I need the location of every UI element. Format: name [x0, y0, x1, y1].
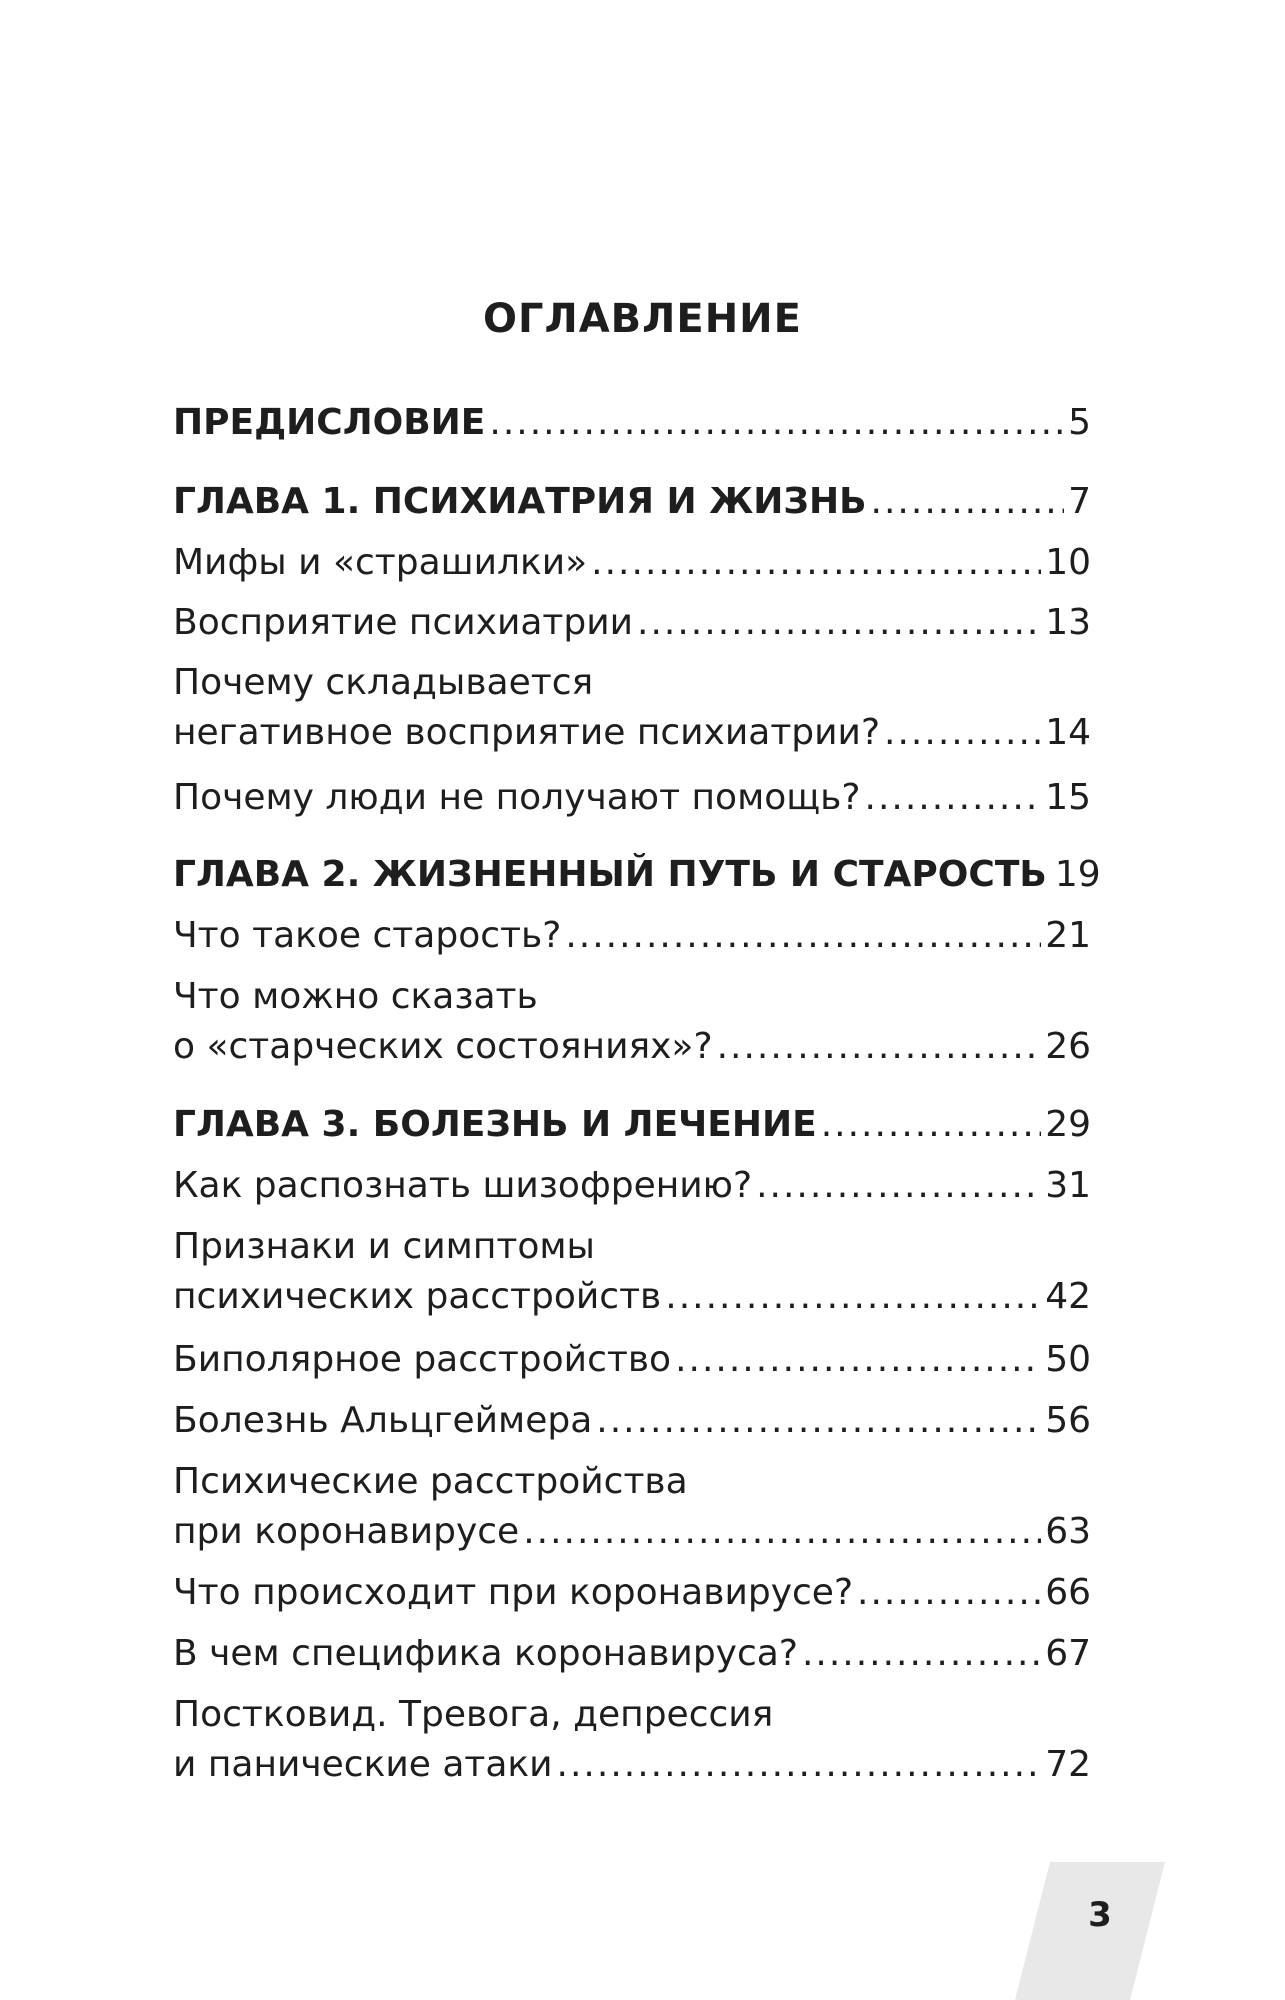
toc-entry-title: негативное восприятие психиатрии? [173, 712, 881, 753]
toc-entry-line-wrap [173, 658, 1091, 708]
toc-entry-line [173, 1022, 1091, 1072]
toc-entry [173, 1457, 1091, 1557]
toc-entry-title: Биполярное расстройство [173, 1339, 672, 1380]
page-number-tab [1015, 1862, 1285, 2000]
toc-entry-title: Что происходит при коронавирусе? [173, 1572, 854, 1613]
toc-leader-dots [523, 1507, 1041, 1557]
toc-entry-title: В чем специфика коронавируса? [173, 1633, 798, 1674]
toc-page-number: 14 [1045, 712, 1091, 753]
toc-entry-title: Восприятие психиатрии [173, 602, 634, 643]
toc-chapter-entry [173, 398, 1091, 448]
toc-entry-line-wrap [173, 1222, 1091, 1272]
toc-leader-dots [821, 1100, 1041, 1150]
toc-page-number: 26 [1045, 1026, 1091, 1067]
toc-entry-line [173, 1507, 1091, 1557]
toc-leader-dots [802, 1629, 1041, 1679]
toc-leader-dots [871, 477, 1065, 527]
toc-entry-title: Почему люди не получают помощь? [173, 777, 861, 818]
toc-leader-dots [489, 398, 1064, 448]
toc-leader-dots [557, 1740, 1042, 1790]
toc-entry [173, 1396, 1091, 1446]
toc-entry-title: и панические атаки [173, 1744, 553, 1785]
toc-entry [173, 1222, 1091, 1322]
toc-page-number: 56 [1045, 1400, 1091, 1441]
toc-page-number: 42 [1045, 1276, 1091, 1317]
toc-entry-line-wrap [173, 1457, 1091, 1507]
toc-entry-line [173, 708, 1091, 758]
toc-entry-line [173, 1568, 1091, 1618]
toc-entry-title: Психические расстройства [173, 1461, 688, 1502]
toc-leader-dots [756, 1161, 1041, 1211]
toc-title: ОГЛАВЛЕНИЕ [483, 296, 802, 342]
toc-entry-line [173, 1272, 1091, 1322]
toc-leader-dots [596, 1396, 1041, 1446]
toc-entry [173, 773, 1091, 823]
toc-page-number: 29 [1045, 1104, 1091, 1145]
toc-entry [173, 911, 1091, 961]
toc-entry-line [173, 1161, 1091, 1211]
toc-leader-dots [591, 538, 1041, 588]
toc-entry-title: Почему складывается [173, 662, 594, 703]
toc-leader-dots [865, 773, 1042, 823]
toc-page-number: 10 [1045, 542, 1091, 583]
toc-page-number: 7 [1068, 481, 1091, 522]
toc-page-number: 21 [1045, 915, 1091, 956]
toc-page-number: 5 [1068, 402, 1091, 443]
toc-entry-line [173, 1335, 1091, 1385]
toc-entry-title: Мифы и «страшилки» [173, 542, 588, 583]
toc-entry-title: Как распознать шизофрению? [173, 1165, 753, 1206]
toc-entry [173, 658, 1091, 758]
page-number: 3 [1088, 1895, 1112, 1935]
toc-page-number: 67 [1045, 1633, 1091, 1674]
toc-entry [173, 538, 1091, 588]
toc-entry-line-wrap [173, 972, 1091, 1022]
toc-entry [173, 972, 1091, 1072]
toc-entry-line-wrap [173, 1690, 1091, 1740]
toc-leader-dots [884, 708, 1041, 758]
toc-leader-dots [675, 1335, 1041, 1385]
toc-entry-line [173, 1629, 1091, 1679]
toc-entry-line [173, 1396, 1091, 1446]
toc-page-number: 19 [1054, 854, 1101, 895]
toc-leader-dots [565, 911, 1041, 961]
toc-entry-title: Постковид. Тревога, депрессия [173, 1694, 774, 1735]
toc-entry-line [173, 598, 1091, 648]
toc-chapter-entry [173, 850, 1101, 900]
toc-entry [173, 1335, 1091, 1385]
toc-entry-line [173, 1100, 1091, 1150]
toc-leader-dots [717, 1022, 1042, 1072]
toc-page-number: 15 [1045, 777, 1091, 818]
toc-page-number: 31 [1045, 1165, 1091, 1206]
toc-entry-title: ГЛАВА 1. ПСИХИАТРИЯ И ЖИЗНЬ [173, 481, 867, 522]
toc-page-number: 72 [1045, 1744, 1091, 1785]
toc-entry-title: Что можно сказать [173, 976, 538, 1017]
toc-entry [173, 1568, 1091, 1618]
toc-entry-line [173, 398, 1091, 448]
toc-page-number: 63 [1045, 1511, 1091, 1552]
table-of-contents [173, 0, 1101, 2000]
toc-page-number: 13 [1045, 602, 1091, 643]
toc-page-number: 66 [1045, 1572, 1091, 1613]
toc-leader-dots [637, 598, 1041, 648]
toc-entry [173, 598, 1091, 648]
toc-chapter-entry [173, 1100, 1091, 1150]
toc-entry-title: о «старческих состояниях»? [173, 1026, 713, 1067]
toc-entry-title: психических расстройств [173, 1276, 662, 1317]
toc-leader-dots [665, 1272, 1041, 1322]
toc-entry-line [173, 850, 1101, 900]
toc-entry-title: ГЛАВА 3. БОЛЕЗНЬ И ЛЕЧЕНИЕ [173, 1104, 817, 1145]
toc-entry-title: Признаки и симптомы [173, 1226, 595, 1267]
toc-entry [173, 1161, 1091, 1211]
toc-chapter-entry [173, 477, 1091, 527]
toc-entry [173, 1690, 1091, 1790]
toc-entry-title: ПРЕДИСЛОВИЕ [173, 402, 486, 443]
toc-entry-line [173, 538, 1091, 588]
toc-entry-line [173, 911, 1091, 961]
toc-entry-title: Что такое старость? [173, 915, 562, 956]
toc-leader-dots [857, 1568, 1041, 1618]
toc-entry-line [173, 1740, 1091, 1790]
toc-entry-title: при коронавирусе [173, 1511, 520, 1552]
toc-entry-line [173, 477, 1091, 527]
toc-entry-title: Болезнь Альцгеймера [173, 1400, 593, 1441]
toc-entry-title: ГЛАВА 2. ЖИЗНЕННЫЙ ПУТЬ И СТАРОСТЬ [173, 854, 1047, 895]
toc-entry [173, 1629, 1091, 1679]
toc-entry-line [173, 773, 1091, 823]
toc-page-number: 50 [1045, 1339, 1091, 1380]
